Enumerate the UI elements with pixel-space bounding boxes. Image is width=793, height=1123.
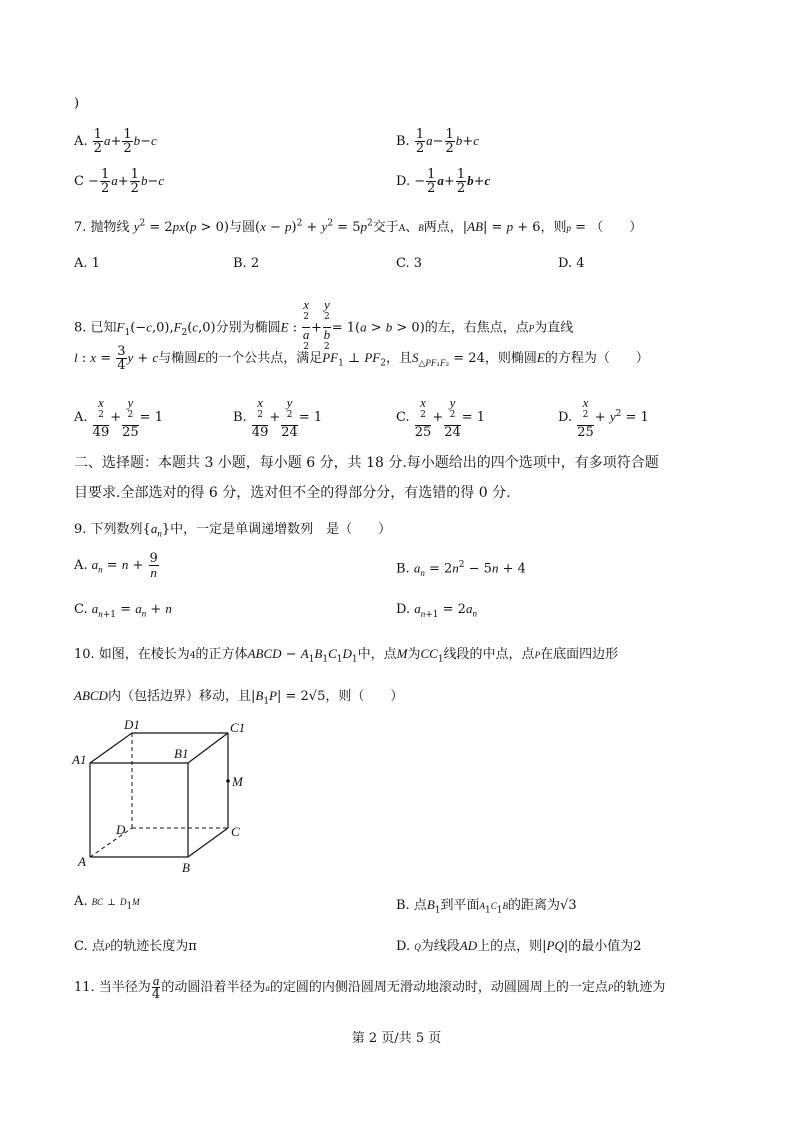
q10-d-text: D.: [396, 939, 411, 954]
q8-text: 与椭圆: [158, 351, 198, 366]
q7-option-b: B. 2: [233, 256, 260, 271]
label-b: B: [182, 860, 190, 875]
q9-text: 中，一定是单调递增数列 是（ ）: [170, 522, 392, 537]
q10-text: 线段的中点，点: [443, 647, 535, 662]
label-a1: A1: [72, 752, 87, 767]
q10-text: 为: [407, 647, 421, 662]
q6-option-b: B. $\frac{1}{2}$ a− $\frac{1}{2}$ b+c: [396, 127, 479, 156]
q9-stem: 9. 下列数列$\{a_n\}$中，一定是单调递增数列 是（ ）: [74, 521, 392, 539]
q7-text: ，则: [540, 220, 567, 235]
option-label: A.: [74, 558, 88, 573]
q7-option-c: C. 3: [396, 256, 423, 271]
label-a: A: [78, 854, 86, 869]
q7-text: 交于: [372, 220, 399, 235]
q10-option-d: D. Q为线段AD上的点，则|PQ|的最小值为2: [396, 938, 642, 954]
q11-text: 的动圆沿着半径为: [161, 980, 266, 995]
q10-text: 中，点: [357, 647, 397, 662]
q10-text: 内（包括边界）移动，且: [107, 689, 251, 704]
edge-b1c1: [188, 733, 228, 763]
label-d1: D1: [124, 717, 140, 732]
q7-text: 、: [405, 220, 419, 235]
q7-stem: 7. 抛物线 $y^2 = 2px(p > 0)$与圆$(x - p)^2 + y^2 = 5p^2$交于A、B两点，|AB| = p + 6，则p = （ ）: [74, 218, 643, 235]
q9-option-d: D. $a_{n+1} = 2a_n$: [396, 601, 477, 620]
q8-stem-line2: l : x = $\frac{3}{4}$ y + c与椭圆E的一个公共点，满足$PF_1$ ⊥ $PF_2$，且$S_{\triangle PF_1F_2} = 24$，则椭圆E的方程为（ ）: [74, 344, 649, 373]
label-c: C: [231, 824, 240, 839]
edge-bc: [188, 828, 228, 857]
q10-b-text: B. 点: [396, 898, 427, 913]
q8-option-c: C. x $^2$ 25 + y $^2$ 24 = 1: [396, 395, 486, 441]
point-m: [226, 779, 230, 783]
label-c1: C1: [230, 720, 246, 735]
q7-text: 与圆: [229, 220, 256, 235]
edge-ad-hidden: [90, 828, 132, 857]
section2-line1: 二、选择题：本题共 3 小题，每小题 6 分，共 18 分.每小题给出的四个选项中，有多项符合题: [74, 455, 659, 471]
q8-text: 8. 已知: [74, 320, 117, 336]
q10-c-text: C. 点: [74, 939, 105, 954]
q8-text: 的一个公共点，满足: [205, 351, 323, 366]
q8-text: 的方程为（ ）: [544, 351, 649, 366]
q10-b-text: 的距离为: [508, 898, 561, 913]
option-label: A.: [74, 894, 88, 909]
q10-d-value: 2: [633, 939, 642, 954]
q11-text: 11. 当半径为: [74, 980, 151, 995]
option-label: B.: [396, 134, 410, 149]
q10-d-text: 为线段: [420, 939, 460, 954]
q9-option-c: C. $a_{n+1} = a_n + n$: [74, 601, 172, 620]
label-b1: B1: [174, 746, 189, 761]
option-label: C: [74, 174, 84, 189]
q8-option-d: D. x $^2$ 25 + $y^2 = 1$: [558, 395, 649, 441]
option-label: C.: [396, 410, 410, 426]
q11-stem: 11. 当半径为 $\frac{a}{4}$ 的动圆沿着半径为a的定圆的内侧沿圆周无滑动地滚动时，动圆圆周上的一定点P的轨迹为: [74, 973, 666, 1002]
q10-c-text: 的轨迹长度为: [110, 939, 189, 954]
option-label: A.: [74, 134, 88, 149]
q8-text: 的左，右焦点，点: [424, 320, 529, 336]
label-d: D: [116, 822, 126, 837]
option-label: B.: [396, 561, 410, 577]
q10-text: 在底面四边形: [540, 647, 619, 662]
q11-text: 的轨迹为: [613, 980, 666, 995]
q10-option-b: B. 点$B_1$到平面$A_1C_1B$的距离为√3: [396, 897, 577, 916]
q9-option-a: A. $a_n = n$ + $\frac{9}{n}$: [74, 551, 158, 580]
option-label: A.: [74, 410, 88, 426]
q7-option-a: A. 1: [74, 256, 100, 271]
q6-option-c: C − $\frac{1}{2}$ a+ $\frac{1}{2}$ b−c: [74, 167, 165, 196]
q10-d-text: 上的点，则: [477, 939, 543, 954]
q11-text: 的定圆的内侧沿圆周无滑动地滚动时，动圆圆周上的一定点: [269, 980, 608, 995]
q8-option-b: B. x $^2$ 49 + y $^2$ 24 = 1: [233, 395, 323, 441]
q9-option-b: B. $a_n = 2n^2 - 5n + 4$: [396, 560, 526, 578]
q7-option-d: D. 4: [558, 256, 585, 271]
option-label: D.: [396, 174, 411, 189]
option-label: C.: [74, 602, 88, 617]
previous-question-fragment: ): [74, 96, 80, 111]
q7-text: （ ）: [590, 220, 643, 235]
q10-d-text: 的最小值为: [568, 939, 634, 954]
option-label: D.: [396, 602, 411, 617]
q10-option-c: C. 点P的轨迹长度为π: [74, 939, 197, 954]
q10-option-a: A. BC ⊥ $D_1M$: [74, 894, 140, 912]
q10-stem-line2: ABCD内（包括边界）移动，且$|B_1P| = 2√5$，则（ ）: [74, 688, 404, 707]
q8-stem-line1: 8. 已知$F_1(-c,0),F_2(c,0)$分别为椭圆E : x $^2$ a $^2$ + y $^2$ b $^2$ = 1(a > b > 0)的左，右焦点，点P为直线: [74, 297, 574, 353]
q10-text: 的正方体: [195, 647, 248, 662]
label-m: M: [232, 774, 243, 789]
q10-b-text: 到平面: [440, 898, 480, 913]
q9-text: 9. 下列数列: [74, 522, 143, 537]
section2-line2: 目要求.全部选对的得 6 分，选对但不全的得部分分，有选错的得 0 分.: [74, 485, 511, 501]
q7-prefix: 7. 抛物线: [74, 220, 130, 235]
option-label: D.: [558, 410, 573, 426]
q8-option-a: A. x $^2$ 49 + y $^2$ 25 = 1: [74, 395, 163, 441]
q8-text: 分别为椭圆: [215, 320, 281, 336]
q7-text: 两点，: [423, 220, 463, 235]
q10-stem-line1: 10. 如图，在棱长为4的正方体ABCD − $A_1B_1C_1D_1$中，点M为$CC_1$线段的中点，点P在底面四边形: [74, 646, 619, 665]
q8-text: 为直线: [534, 320, 574, 336]
cube-diagram: [68, 716, 258, 876]
option-label: B.: [233, 410, 247, 426]
edge-a1d1: [90, 733, 132, 763]
q8-text: ，则椭圆: [484, 351, 537, 366]
page-footer: 第 2 页/共 5 页: [351, 1031, 442, 1046]
q10-text: ，则（ ）: [325, 689, 404, 704]
q10-text: 10. 如图，在棱长为: [74, 647, 190, 662]
q6-option-d: D. − $\frac{1}{2}$ a+ $\frac{1}{2}$ b+c: [396, 167, 491, 196]
q8-text: ，且: [385, 351, 412, 366]
q6-option-a: A. $\frac{1}{2}$ a+ $\frac{1}{2}$ b−c: [74, 127, 157, 156]
